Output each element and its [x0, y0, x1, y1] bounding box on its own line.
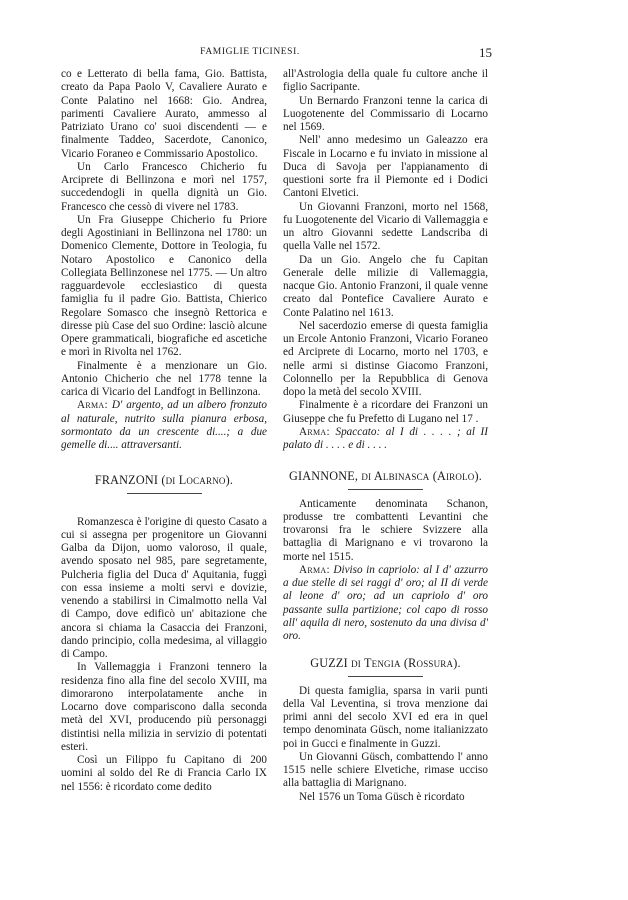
paragraph: Di questa famiglia, sparsa in varii punti della Val Leventina, si trova menzione dai primi anni del secolo XVI ed era in quel tempo denominata Güsch, nome italianizzato poi in Gucci e finalmente in Guzzi.	[283, 684, 488, 750]
paragraph: co e Letterato di bella fama, Gio. Battista, creato da Papa Paolo V, Cavaliere Aurato e Conte Palatino nel 1668: Gio. Andrea, parimenti Cavaliere Aurato, ammesso al Patriziato Urano co' suoi discendenti — e finalmente Taddeo, Sacerdote, Canonico, Vicario Foraneo e Commissario Apostolico.	[61, 68, 267, 160]
arma-text: D' argento, ad un albero fronzuto al naturale, nutrito sulla pianura erbosa, sormontato da un crescente di....; a due gemelle di.... attraversanti.	[61, 399, 268, 451]
paragraph: Nel 1576 un Toma Güsch è ricordato	[299, 790, 465, 803]
paragraph: Anticamente denominata Schanon, produsse tre combattenti Levantini che trovaronsi fra le schiere Svizzere alla battaglia di Marignano e vi trovarono la morte nel 1515.	[283, 497, 488, 563]
arma-label: Arma:	[299, 563, 330, 576]
right-column	[283, 68, 488, 804]
family-name: GIANNONE,	[288, 469, 359, 484]
section-heading-guzzi	[283, 657, 488, 670]
family-place: di Albinasca (Airolo).	[361, 469, 482, 484]
paragraph: all'Astrologia della quale fu cultore anche il figlio Sacripante.	[283, 68, 488, 94]
paragraph: Un Bernardo Franzoni tenne la carica di Luogotenente del Commissario di Locarno nel 1569.	[283, 94, 488, 133]
paragraph: Un Carlo Francesco Chicherio fu Arciprete di Bellinzona e morì nel 1757, succedendogli in quella dignità un Gio. Francesco che cessò di vivere nel 1783.	[61, 160, 267, 213]
paragraph: Romanzesca è l'origine di questo Casato a cui si assegna per progenitore un Giovanni Galba da Dijon, uomo valoroso, il quale, avendo sposato nel 985, pare segretamente, Pulcheria figlia del Duca d' Aquitania, fuggì con essa insieme a molti servi e dovizie, venendo a stabilirsi in Cimalmotto nella Val di Campo, dove edificò un' abitazione che ancora si chiama la Casaccia dei Franzoni, dando principio, colla medesima, al villaggio di Campo.	[61, 515, 267, 660]
family-name: FRANZONI	[94, 473, 159, 488]
paragraph: Così un Filippo fu Capitano di 200 uomini al soldo del Re di Francia Carlo IX nel 1556: è ricordato come dedito	[61, 754, 267, 793]
paragraph: Un Giovanni Güsch, combattendo l' anno 1515 nelle schiere Elvetiche, rimase ucciso alla battaglia di Marignano.	[283, 750, 488, 790]
left-column	[61, 68, 267, 794]
section-heading-giannone	[283, 470, 488, 483]
arma-text: Diviso in capriolo: al I d' azzurro a due stelle di sei raggi d' oro; al II di verde al leone d' oro; ad un capriolo d' oro passante sulla partizione; col capo di rosso all' aquila di nero, sostenuto da una divisa d' oro.	[283, 563, 489, 642]
section-heading-franzoni	[61, 474, 267, 487]
paragraph: Finalmente è a menzionare un Gio. Antonio Chicherio che nel 1778 tenne la carica di Vicario del Landfogt in Bellinzona.	[61, 359, 267, 398]
paragraph: Un Fra Giuseppe Chicherio fu Priore degli Agostiniani in Bellinzona nel 1780: un Domenico Clemente, Dottore in Teologia, fu Notaro Apostolico e Canonico della Collegiata Bellinzonese nel 1775. — Un altro ragguardevole ecclesiastico di questa famiglia fu il padre Gio. Battista, Chierico Regolare Somasco che insegnò Rettorica e diresse più Case del suo Ordine: lasciò alcune Opere grammaticali, biografiche ed ascetiche e morì in Rivolta nel 1762.	[61, 213, 267, 359]
family-place: (di Locarno).	[161, 473, 234, 488]
family-name: GUZZI	[310, 656, 348, 671]
paragraph: Un Giovanni Franzoni, morto nel 1568, fu Luogotenente del Vicario di Vallemaggia e un altro Giovanni sedette Landscriba di quella Valle nel 1572.	[283, 200, 488, 253]
paragraph: Finalmente è a ricordare dei Franzoni un Giuseppe che fu Prefetto di Lugano nel 17 .	[283, 399, 488, 425]
arma-label: Arma:	[77, 399, 108, 412]
coat-of-arms-blazon	[61, 399, 267, 452]
family-place: di Tengia (Rossura).	[351, 656, 461, 671]
paragraph: Nel sacerdozio emerse di questa famiglia un Ercole Antonio Franzoni, Vicario Foraneo ed Arciprete di Locarno, morto nel 1703, e nelle armi si distinse Giacomo Franzoni, Colonnello per la Repubblica di Genova dopo la metà del secolo XVIII.	[283, 319, 488, 398]
arma-label: Arma:	[299, 425, 330, 438]
coat-of-arms-blazon	[283, 564, 488, 644]
paragraph: In Vallemaggia i Franzoni tennero la residenza fino alla fine del secolo XVIII, ma dimorarono interpolatamente anche in Locarno dove compariscono dalla seconda metà del XVI, producendo più personaggi distintisi nella milizia in servizio di potentati esteri.	[61, 661, 267, 753]
running-title: FAMIGLIE TICINESI.	[200, 47, 300, 57]
paragraph: Da un Gio. Angelo che fu Capitan Generale delle milizie di Vallemaggia, nacque Gio. Antonio Franzoni, il quale venne creato dal Pontefice Cavaliere Aurato e Conte Palatino nel 1613.	[283, 253, 488, 319]
arma-text: Spaccato: al I di . . . . ; al II palato di . . . . e di . . . .	[283, 425, 488, 451]
page-number: 15	[479, 45, 492, 60]
coat-of-arms-blazon	[283, 426, 488, 453]
paragraph: Nell' anno medesimo un Galeazzo era Fiscale in Locarno e fu inviato in missione al Duca di Savoja per l'appianamento di questioni sorte fra il Piemonte ed i Dodici Cantoni Elvetici.	[283, 134, 488, 200]
